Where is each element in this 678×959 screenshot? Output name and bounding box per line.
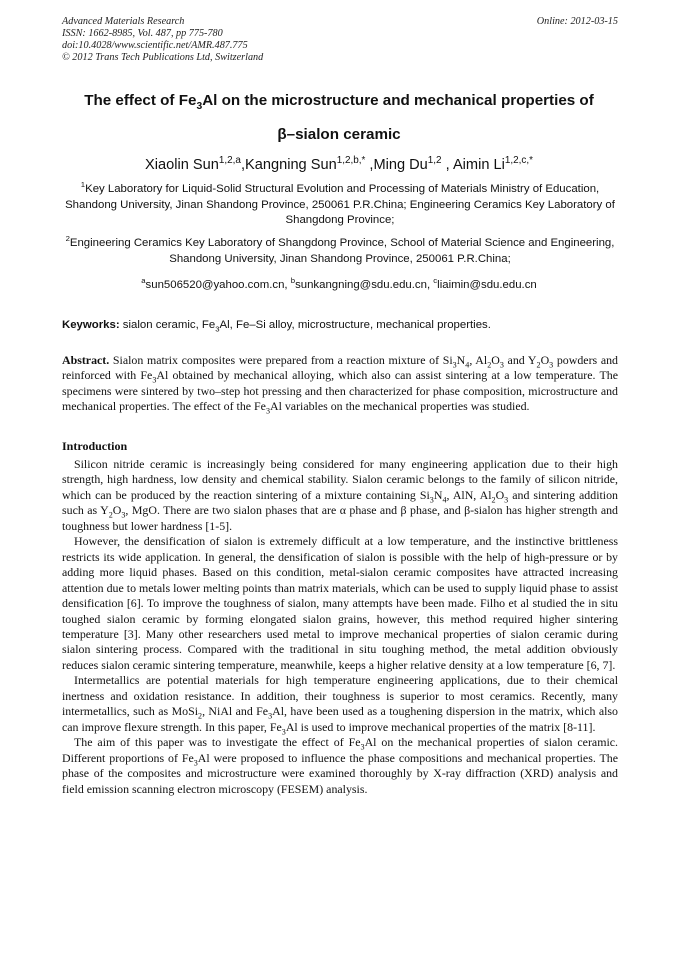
abstract-label: Abstract.	[62, 353, 110, 367]
section-heading-introduction: Introduction	[62, 439, 128, 453]
author-list: Xiaolin Sun$^{1,2,a}$,Kangning Sun$^{1,2,b,*}$ ,Ming Du$^{1,2}$ , Aimin $Li^{1,2,c,*}$	[145, 155, 533, 173]
author-name: Ming Du	[373, 157, 428, 173]
affiliation-1: $^1$Key Laboratory for Liquid-Solid Structural Evolution and Processing of Materials Ministry of Education, Shandong University, Jinan Shandong Province, 250061 P.R.China; Engineering Ceramics Key Laboratory of Shangdong Province;	[65, 180, 615, 226]
author-emails: $^a$sun506520@yahoo.com.cn, $^b$sunkangning@sdu.edu.cn, $^c$liaimin@sdu.edu.cn	[141, 276, 537, 291]
online-date: Online: 2012-03-15	[536, 16, 618, 27]
email-link[interactable]: sun506520@yahoo.com.cn,	[145, 279, 288, 291]
paragraph: The aim of this paper was to investigate the effect of $Fe_3Al$ on the mechanical properties of sialon ceramic. Different proportions of $Fe_3Al$ were proposed to influence the phase compositions and mechanical properties. The phase of the composites and microstructure were examined thoroughly by X-ray diffraction (XRD) analysis and field emission scanning electron microscopy (FESEM) analysis.	[62, 735, 619, 796]
keywords-label: Keyworks:	[62, 319, 120, 331]
author-name: Aimin Li	[452, 157, 505, 173]
journal-copyright: © 2012 Trans Tech Publications Ltd, Switzerland	[62, 52, 264, 63]
author-name: Xiaolin Sun	[145, 157, 219, 173]
paragraph: Intermetallics are potential materials for high temperature engineering applications, due to their chemical inertness and oxidation resistance. In addition, their toughness is superior to most ceramics. Recently, many intermetallics, such as MoSi$_2$, NiAl and $Fe_3Al$, have been used as a toughening dispersion in the matrix, which also can improve flexure strength. In this paper, $Fe_3Al$ is used to improve mechanical properties of the matrix [8-11].	[62, 673, 618, 737]
paragraph: Silicon nitride ceramic is increasingly being considered for many engineering application due to their high strength, high hardness, low density and chemical stability. Sialon ceramic belongs to the family of silicon nitride, which can be produced by the reaction sintering of a mixture containing $Si_3N_4$, AlN, $Al_2O_3$ and sintering addition such as $Y_2O_3$, MgO. There are two sialon phases that are α phase and β phase, and β-sialon has higher strength and toughness but lower hardness [1-5].	[62, 457, 618, 533]
paper-title-line-1: The effect of $Fe_3Al$ on the microstructure and mechanical properties of	[84, 92, 594, 113]
author-name: Kangning Sun	[245, 157, 337, 173]
keywords: Keyworks: sialon ceramic, $Fe_3Al$, Fe–Si alloy, microstructure, mechanical properties.	[62, 319, 491, 334]
affiliation-2: $^2$Engineering Ceramics Key Laboratory of Shangdong Province, School of Material Science and Engineering, Shandong University, Jinan Shandong Province, 250061 P.R.China;	[65, 234, 615, 265]
email-link[interactable]: sunkangning@sdu.edu.cn,	[295, 279, 431, 291]
email-link[interactable]: liaimin@sdu.edu.cn	[437, 279, 537, 291]
journal-doi: doi:10.4028/www.scientific.net/AMR.487.775	[62, 40, 248, 51]
abstract: Abstract. Sialon matrix composites were prepared from a reaction mixture of $Si_3N_4$, $Al_2O_3$ and $Y_2O_3$ powders and reinforced with $Fe_3Al$ obtained by mechanical alloying, which also can assist sintering at a low temperature. The specimens were sintered by two–step hot pressing and then characterized for phase composition, microstructure and mechanical properties. The effect of the $Fe_3Al$ variables on the mechanical properties was studied.	[62, 353, 619, 416]
paper-title-line-2: β–sialon ceramic	[277, 126, 401, 143]
journal-name: Advanced Materials Research	[62, 16, 185, 27]
journal-header	[62, 16, 618, 64]
journal-issn: ISSN: 1662-8985, Vol. 487, pp 775-780	[62, 28, 223, 39]
introduction-body	[62, 457, 618, 797]
paragraph: However, the densification of sialon is extremely difficult at a low temperature, and the instinctive brittleness restricts its wide application. In general, the densification of sialon is possible with the help of high-pressure or by adding more liquid phases. Based on this condition, metal-sialon ceramic composites have attracted increasing attention due to metals lower melting points than matrix materials, which can be used to supply liquid phase to assist densification [6]. To improve the toughness of sialon, many attempts have been made. Filho et al studied the in situ toughed sialon ceramic by forming elongated sialon grains, however, this method required higher sintering temperature [3]. Many other researchers used metal to improve mechanical properties of sialon ceramic during sialon sintering process. Compared with the traditional in situ toughing method, the metal addition obviously reduces sialon ceramic sintering temperature, meanwhile, keeps a higher relative density at a low temperature [6, 7].	[62, 534, 618, 672]
